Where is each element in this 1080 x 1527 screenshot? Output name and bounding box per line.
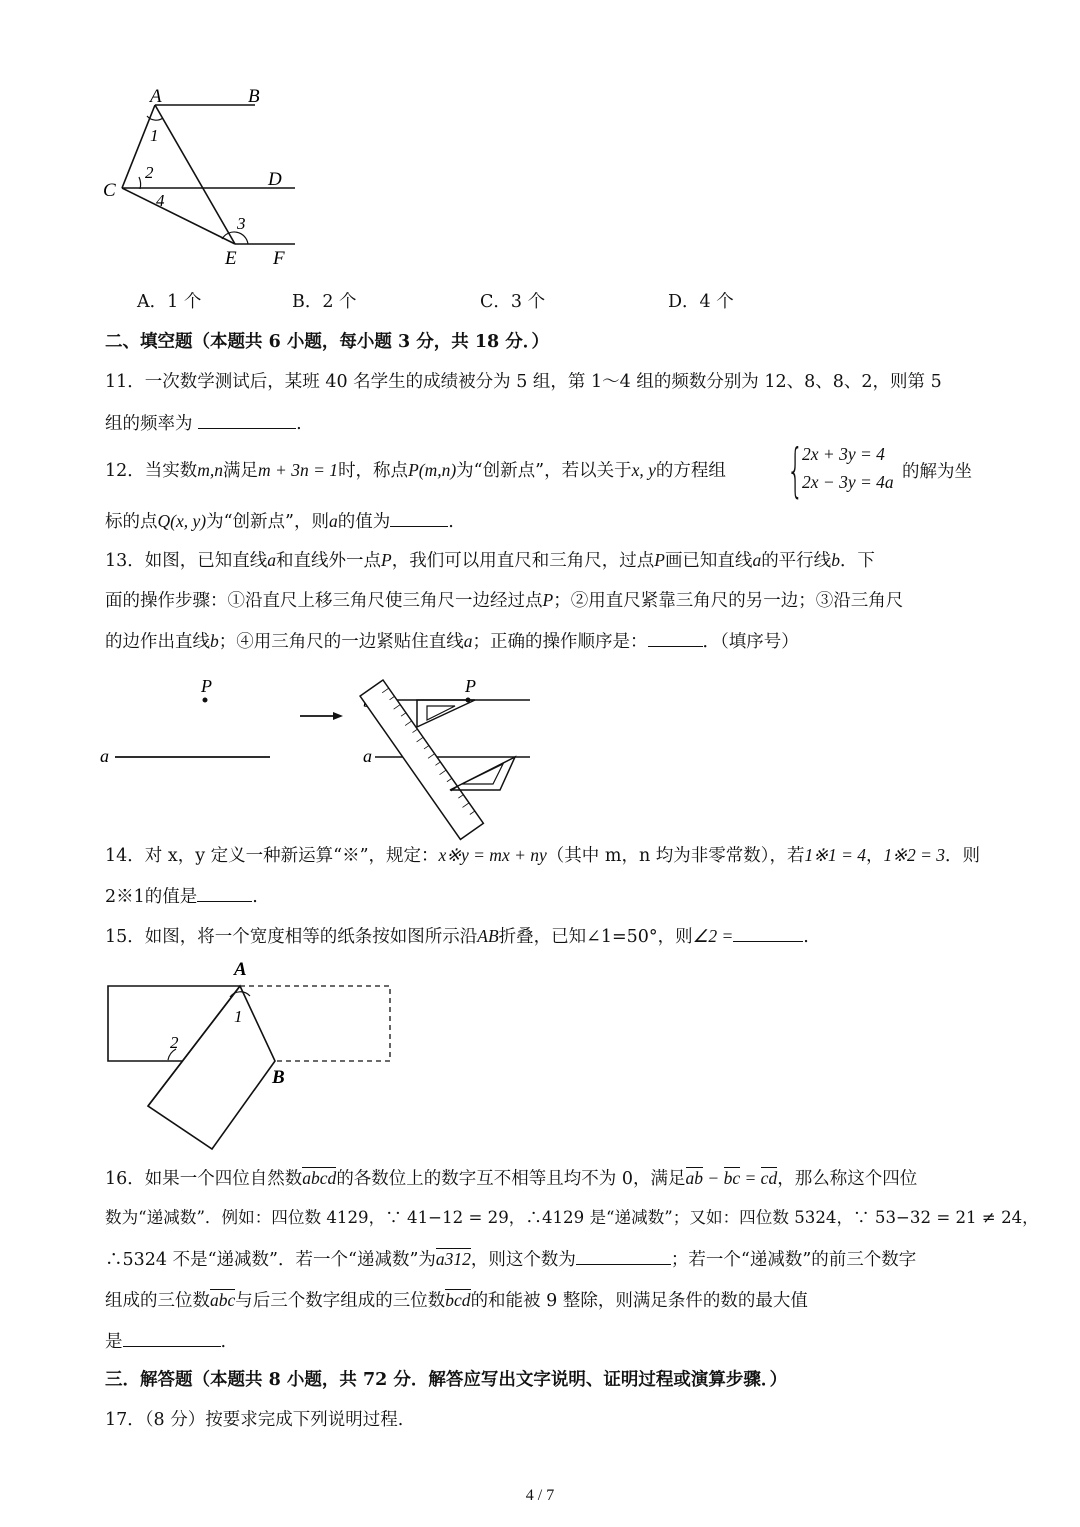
q15-line: 15．如图，将一个宽度相等的纸条按如图所示沿AB折叠，已知∠1=50°，则∠2 = . <box>105 923 809 949</box>
q14-answer-blank[interactable] <box>197 883 252 902</box>
q13-line1: 13．如图，已知直线a和直线外一点P，我们可以用直尺和三角尺，过点P画已知直线a的平行线b．下 <box>105 550 875 571</box>
q16-line5: 是 . <box>105 1328 226 1354</box>
label-P-left: P <box>201 676 212 696</box>
q14-line2: 2※1的值是 . <box>105 883 258 909</box>
q11-answer-blank[interactable] <box>198 410 296 429</box>
label-2: 2 <box>145 163 154 182</box>
option-d: D．4 个 <box>668 292 734 312</box>
label-C: C <box>103 180 116 201</box>
q16-line2: 数为“递减数”．例如：四位数 4129，∵ 41−12 = 29，∴4129 是“递减数”；又如：四位数 5324，∵ 53−32 = 21 ≠ 24， <box>105 1208 1039 1227</box>
label-2: 2 <box>170 1033 179 1052</box>
label-1: 1 <box>234 1007 243 1026</box>
label-A: A <box>234 959 247 980</box>
label-a-left: a <box>100 746 109 766</box>
label-E: E <box>225 248 237 269</box>
q13-line3: 的边作出直线b；④用三角尺的一边紧贴住直线a；正确的操作顺序是： ．（填序号） <box>105 628 799 654</box>
option-b: B．2 个 <box>292 292 357 312</box>
label-P-right: P <box>465 676 476 696</box>
option-a: A．1 个 <box>137 292 202 312</box>
label-D: D <box>268 169 282 190</box>
triangle-top <box>417 700 475 727</box>
label-3: 3 <box>237 214 246 233</box>
q12-line1-end: 的解为坐 <box>902 462 972 482</box>
label-1: 1 <box>150 126 159 145</box>
label-4: 4 <box>156 191 165 210</box>
q16-answer-blank-1[interactable] <box>576 1246 671 1265</box>
q13-line2: 面的操作步骤：①沿直尺上移三角尺使三角尺一边经过点P；②用直尺紧靠三角尺的另一边；③沿三角尺 <box>105 590 904 611</box>
q16-answer-blank-2[interactable] <box>123 1328 221 1347</box>
label-a-right: a <box>363 746 372 766</box>
q12-equation-2: 2x − 3y = 4a <box>802 472 894 492</box>
q16-line4: 组成的三位数abc与后三个数字组成的三位数bcd的和能被 9 整除，则满足条件的数的最大值 <box>105 1290 808 1311</box>
q12-line1: 12．当实数m,n满足m + 3n = 1时，称点P(m,n)为“创新点”，若以关于x, y的方程组 <box>105 460 726 481</box>
q11-line2: 组的频率为 . <box>105 410 302 436</box>
page-number: 4 / 7 <box>525 1487 555 1504</box>
label-A: A <box>150 86 162 107</box>
q11-line1: 11．一次数学测试后，某班 40 名学生的成绩被分为 5 组，第 1～4 组的频数分别为 12、8、8、2，则第 5 <box>105 372 942 392</box>
q16-line1: 16．如果一个四位自然数abcd的各数位上的数字互不相等且均不为 0，满足ab − bc = cd，那么称这个四位 <box>105 1168 918 1189</box>
section-3-heading: 三．解答题（本题共 8 小题，共 72 分．解答应写出文字说明、证明过程或演算步骤．） <box>105 1370 788 1390</box>
q13-answer-blank[interactable] <box>648 628 703 647</box>
label-F: F <box>273 248 285 269</box>
figure-parallel-lines <box>95 82 315 272</box>
q14-line1: 14．对 x，y 定义一种新运算“※”，规定：x※y = mx + ny（其中 m，n 均为非零常数），若1※1 = 4，1※2 = 3．则 <box>105 845 981 866</box>
line-AE <box>155 105 235 244</box>
q16-line3: ∴5324 不是“递减数”．若一个“递减数”为a312，则这个数为 ；若一个“递减数”的前三个数字 <box>105 1246 916 1272</box>
figure-ruler-triangle <box>95 672 555 842</box>
q12-system-brace: { <box>787 436 804 504</box>
figure-folded-strip <box>100 956 400 1156</box>
q17-line: 17．（8 分）按要求完成下列说明过程. <box>105 1410 404 1430</box>
option-c: C．3 个 <box>480 292 546 312</box>
q15-answer-blank[interactable] <box>733 923 803 942</box>
label-B: B <box>272 1067 285 1088</box>
label-B: B <box>248 86 260 107</box>
q12-answer-blank[interactable] <box>390 508 448 527</box>
q12-equation-1: 2x + 3y = 4 <box>802 444 885 464</box>
q12-line2: 标的点Q(x, y)为“创新点”，则a的值为 . <box>105 508 454 534</box>
section-2-heading: 二、填空题（本题共 6 小题，每小题 3 分，共 18 分．） <box>105 332 550 352</box>
